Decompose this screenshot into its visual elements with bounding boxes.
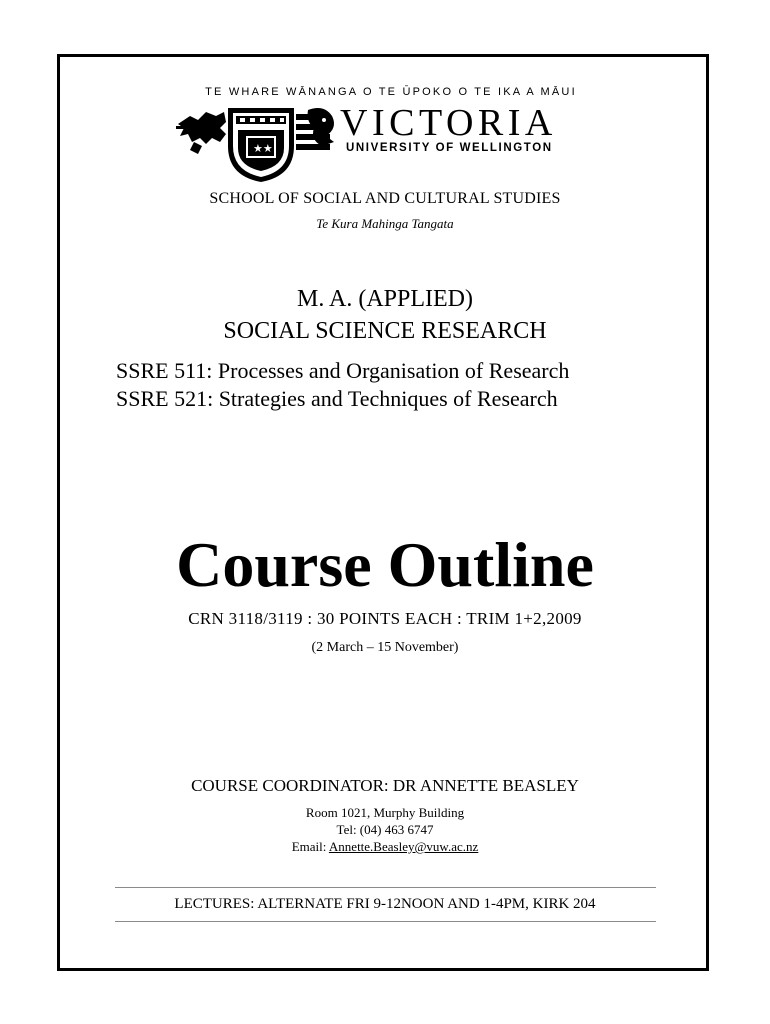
programme-line-2: SOCIAL SCIENCE RESEARCH: [223, 318, 547, 344]
university-name: VICTORIA: [340, 102, 557, 144]
programme-line-1: M. A. (APPLIED): [296, 286, 473, 312]
coordinator-heading: COURSE COORDINATOR: DR ANNETTE BEASLEY: [191, 776, 579, 795]
svg-text:★★: ★★: [253, 142, 273, 155]
coordinator-room: Room 1021, Murphy Building: [305, 805, 465, 820]
course-dates: (2 March – 15 November): [311, 640, 459, 655]
university-maori-name: TE WHARE WĀNANGA O TE ŪPOKO O TE IKA A MĀUI: [205, 86, 577, 98]
document-title: Course Outline: [176, 529, 594, 600]
university-wordmark: [340, 104, 557, 154]
left-bird-icon: [176, 112, 226, 154]
email-label: Email:: [291, 839, 329, 854]
email-link[interactable]: Annette.Beasley@vuw.ac.nz: [328, 839, 479, 854]
course-ssre-521: SSRE 521: Strategies and Techniques of Research: [116, 386, 558, 411]
coordinator-tel: Tel: (04) 463 6747: [336, 822, 434, 837]
crn-line: CRN 3118/3119 : 30 POINTS EACH : TRIM 1+2,2009: [188, 609, 582, 628]
school-maori-name: Te Kura Mahinga Tangata: [316, 216, 454, 231]
coordinator-email-line: [0, 839, 770, 855]
university-subname: UNIVERSITY OF WELLINGTON: [346, 142, 553, 154]
shield-icon: [228, 108, 294, 182]
divider-bottom: [115, 921, 656, 922]
course-ssre-511: SSRE 511: Processes and Organisation of Research: [116, 358, 570, 383]
lectures-info: LECTURES: ALTERNATE FRI 9-12NOON AND 1-4PM, KIRK 204: [174, 896, 596, 912]
school-name: SCHOOL OF SOCIAL AND CULTURAL STUDIES: [209, 190, 561, 207]
divider-top: [115, 887, 656, 888]
